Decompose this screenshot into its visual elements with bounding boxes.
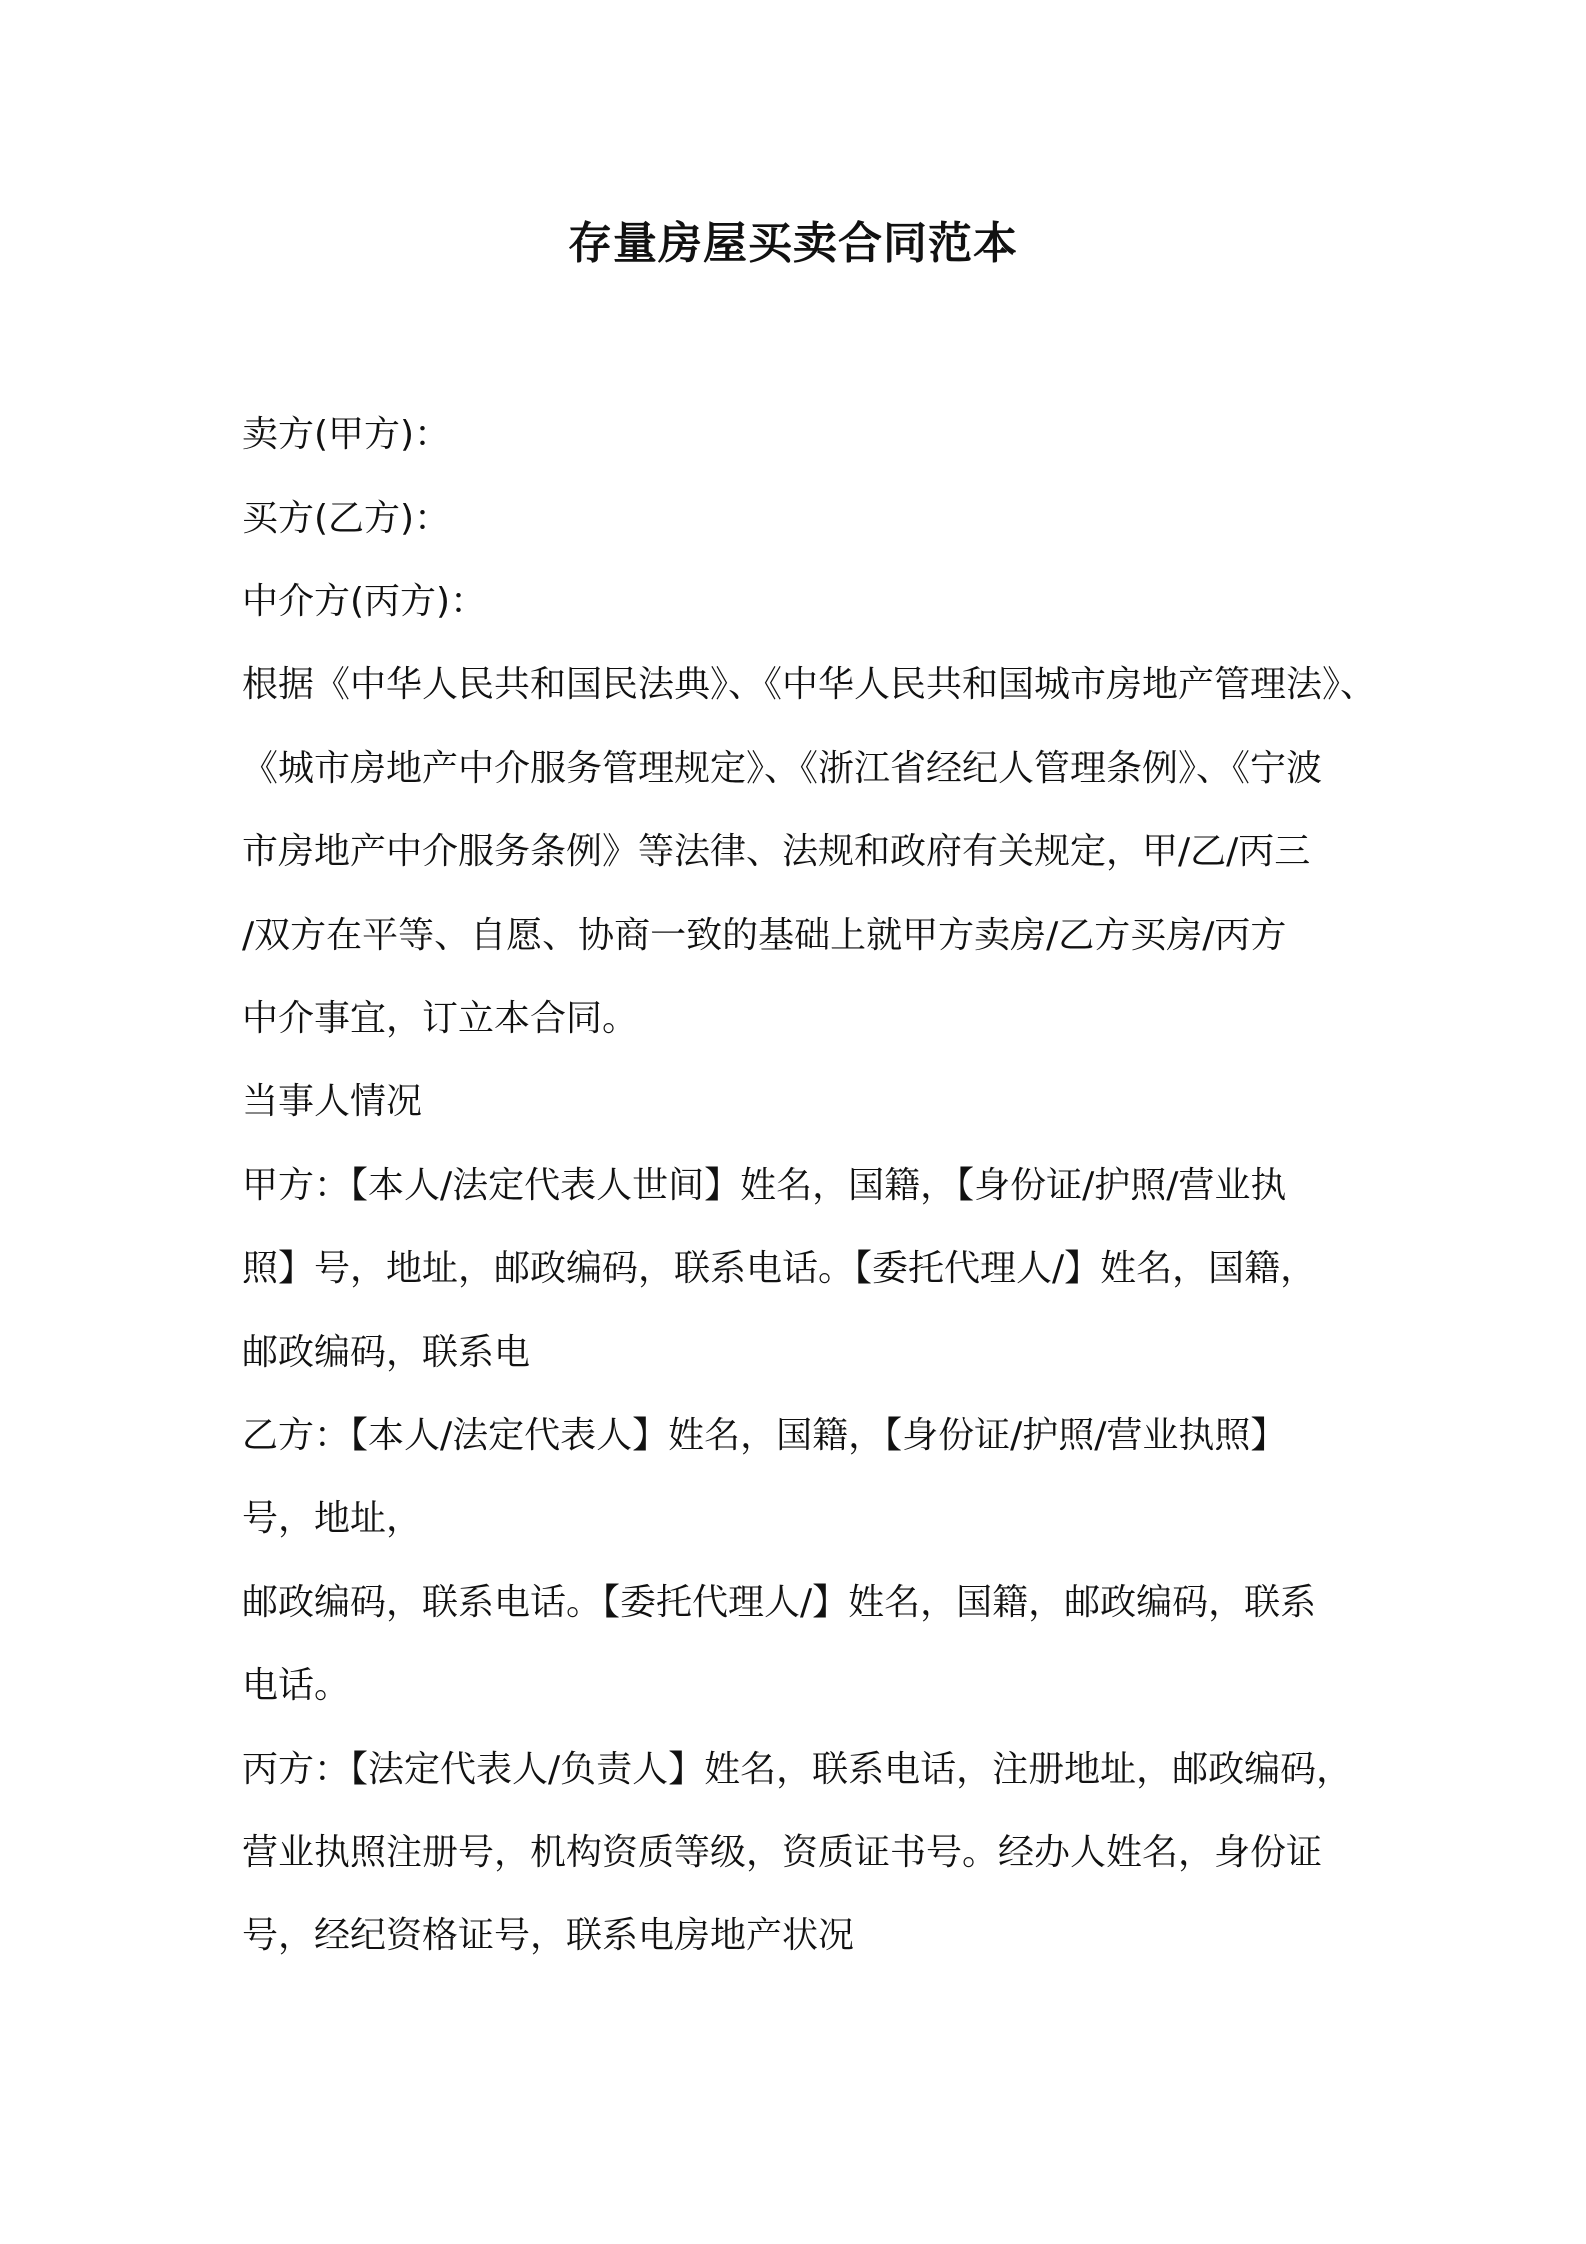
party-b-line: 号，地址， <box>242 1498 423 1539</box>
party-c-line: 丙方：【法定代表人/负责人】姓名，联系电话，注册地址，邮政编码， <box>242 1749 1353 1790</box>
paragraph-line: /双方在平等、自愿、协商一致的基础上就甲方卖房/乙方买房/丙方 <box>242 915 1287 956</box>
paragraph-line: 中介事宜，订立本合同。 <box>242 998 639 1039</box>
party-b-line: 乙方：【本人/法定代表人】姓名，国籍，【身份证/护照/营业执照】 <box>242 1415 1287 1456</box>
agent-line: 中介方(丙方)： <box>242 581 487 622</box>
party-b-line: 电话。 <box>242 1665 351 1706</box>
paragraph-line: 《城市房地产中介服务管理规定》、《浙江省经纪人管理条例》、《宁波 <box>242 748 1323 789</box>
paragraph-line: 根据《中华人民共和国民法典》、《中华人民共和国城市房地产管理法》、 <box>242 664 1377 705</box>
section-heading: 当事人情况 <box>242 1081 423 1122</box>
paragraph-line: 市房地产中介服务条例》等法律、法规和政府有关规定，甲/乙/丙三 <box>242 831 1311 872</box>
buyer-line: 买方(乙方)： <box>242 498 451 539</box>
party-c-line: 营业执照注册号，机构资质等级，资质证书号。经办人姓名，身份证 <box>242 1832 1323 1873</box>
party-b-line: 邮政编码，联系电话。【委托代理人/】姓名，国籍，邮政编码，联系 <box>242 1582 1317 1623</box>
party-a-line: 照】号，地址，邮政编码，联系电话。【委托代理人/】姓名，国籍， <box>242 1248 1317 1289</box>
document-title: 存量房屋买卖合同范本 <box>568 218 1018 269</box>
party-c-line: 号，经纪资格证号，联系电房地产状况 <box>242 1915 855 1956</box>
party-a-line: 甲方：【本人/法定代表人世间】姓名，国籍，【身份证/护照/营业执 <box>242 1165 1287 1206</box>
seller-line: 卖方(甲方)： <box>242 414 451 455</box>
party-a-line: 邮政编码，联系电 <box>242 1332 531 1373</box>
